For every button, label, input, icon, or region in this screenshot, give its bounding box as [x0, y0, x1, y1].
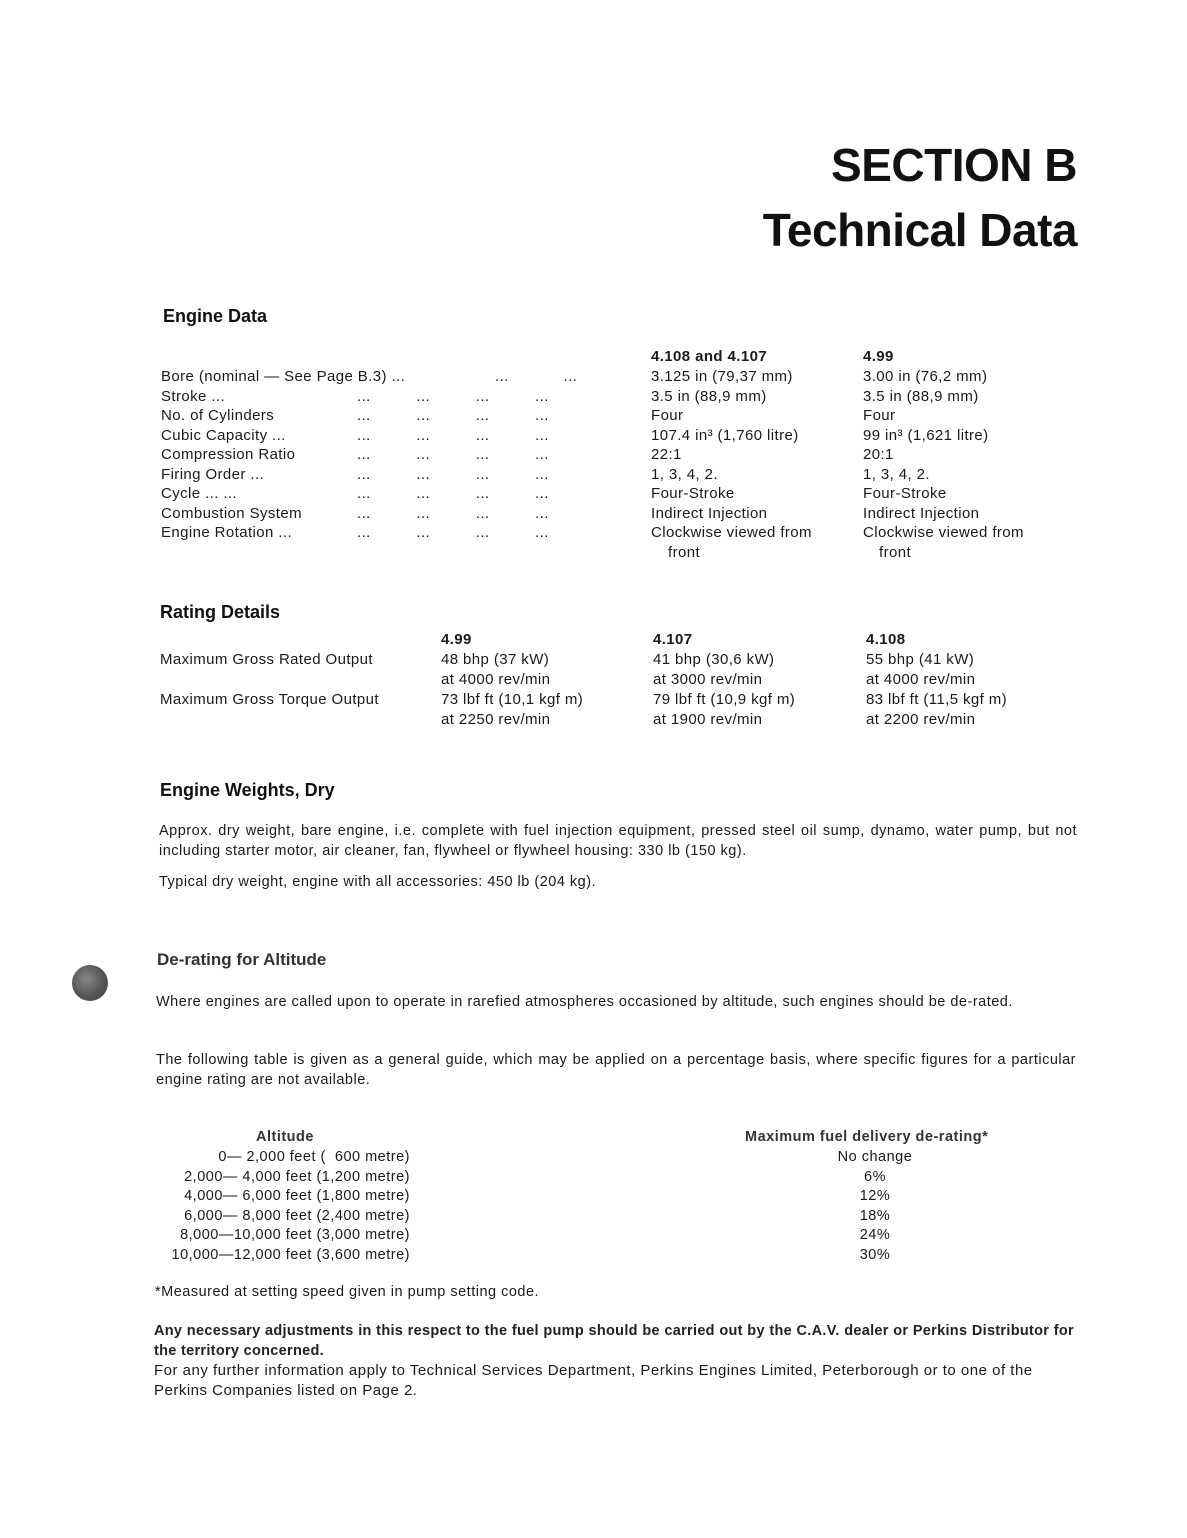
derating-para-1: Where engines are called upon to operate in rarefied atmospheres occasioned by altitude, such engines should be de-rated. — [156, 994, 1013, 1010]
engine-row-leader-dots: ... ... ... ... — [357, 387, 549, 405]
engine-row-leader-dots: ... ... — [495, 368, 578, 385]
torque-output-4108-value: 83 lbf ft (11,5 kgf m) — [866, 691, 1008, 708]
bold-note: Any necessary adjustments in this respect to the fuel pump should be carried out by the C.A.V. dealer or Perkins Distributor for the territory concerned. — [154, 1323, 1074, 1359]
footnote: *Measured at setting speed given in pump setting code. — [155, 1284, 540, 1300]
engine-row-value-4108-4107: 3.125 in (79,37 mm) — [651, 368, 793, 385]
altitude-range: 10,000—12,000 feet (3,600 metre) — [171, 1246, 410, 1263]
fuel-derating-value: No change — [837, 1149, 913, 1165]
torque-output-4107-value: 79 lbf ft (10,9 kgf m) — [653, 691, 796, 708]
engine-row-label: Compression Ratio — [161, 446, 296, 463]
derating-heading: De-rating for Altitude — [157, 950, 327, 969]
altitude-range: 8,000—10,000 feet (3,000 metre) — [180, 1227, 410, 1243]
final-note: For any further information apply to Technical Services Department, Perkins Engines Limited, Peterborough or to one of the Perkins Companies listed on Page 2. — [154, 1362, 1033, 1399]
rated-output-4107-value: 41 bhp (30,6 kW) — [653, 651, 775, 668]
fuel-derating-value: 24% — [859, 1227, 891, 1243]
engine-row-label: Cycle ... ... — [161, 485, 238, 502]
col-header-499: 4.99 — [863, 348, 894, 365]
engine-row-value-499: Indirect Injection — [863, 504, 980, 522]
margin-dot-marker — [72, 965, 108, 1001]
rated-output-4108-speed: at 4000 rev/min — [866, 670, 976, 688]
engine-row-value-4108-4107: Clockwise viewed from — [651, 524, 812, 541]
fuel-derating-value: 12% — [859, 1188, 891, 1204]
altitude-range: 6,000— 8,000 feet (2,400 metre) — [184, 1207, 410, 1224]
engine-row-label: Engine Rotation ... — [161, 524, 293, 541]
engine-row-value-4108-4107: 22:1 — [651, 446, 682, 463]
engine-row-value-499: 1, 3, 4, 2. — [863, 465, 930, 483]
page-title: Technical Data — [762, 204, 1077, 256]
rated-output-499 — [441, 650, 550, 689]
engine-row-value-4108-4107: Indirect Injection — [651, 504, 768, 522]
engine-row-leader-dots: ... ... ... ... — [357, 485, 549, 502]
engine-row-value-4108-4107: 1, 3, 4, 2. — [651, 465, 718, 483]
torque-output-499-speed: at 2250 rev/min — [441, 710, 551, 728]
weights-para-1: Approx. dry weight, bare engine, i.e. complete with fuel injection equipment, pressed steel oil sump, dynamo, water pump, but not including starter motor, air cleaner, fan, flywheel or flywheel housing: 330 lb (150 kg). — [159, 823, 1077, 859]
rotation-cont-1: front — [668, 544, 701, 561]
rated-output-499-value: 48 bhp (37 kW) — [441, 651, 550, 668]
torque-output-label: Maximum Gross Torque Output — [160, 691, 379, 708]
fuel-derating-value: 30% — [859, 1246, 891, 1263]
engine-row-leader-dots: ... ... ... ... — [357, 407, 549, 424]
torque-output-4108-speed: at 2200 rev/min — [866, 710, 976, 728]
engine-row-value-499: Four-Stroke — [863, 485, 947, 502]
engine-row-leader-dots: ... ... ... ... — [357, 504, 549, 522]
weights-para-2: Typical dry weight, engine with all accessories: 450 lb (204 kg). — [159, 874, 597, 890]
engine-row-value-4108-4107: 3.5 in (88,9 mm) — [651, 387, 767, 405]
torque-output-499 — [441, 690, 583, 729]
altitude-range: 2,000— 4,000 feet (1,200 metre) — [184, 1168, 410, 1185]
engine-row-leader-dots: ... ... ... ... — [357, 524, 549, 541]
engine-row-value-4108-4107: 107.4 in³ (1,760 litre) — [651, 426, 799, 444]
torque-output-4107 — [653, 690, 795, 729]
engine-row-value-499: 20:1 — [863, 446, 894, 463]
engine-row-label: Firing Order ... — [161, 465, 265, 483]
rotation-cont-2: front — [879, 544, 912, 561]
rated-output-4107 — [653, 650, 774, 689]
rating-col-4108: 4.108 — [866, 631, 906, 648]
engine-row-value-499: Clockwise viewed from — [863, 524, 1024, 541]
engine-row-value-499: 99 in³ (1,621 litre) — [863, 426, 989, 444]
fuel-column-header: Maximum fuel delivery de-rating* — [745, 1129, 989, 1145]
col-header-4108-4107: 4.108 and 4.107 — [651, 348, 768, 365]
engine-row-value-499: 3.00 in (76,2 mm) — [863, 368, 988, 385]
rating-col-4107: 4.107 — [653, 631, 693, 648]
engine-row-leader-dots: ... ... ... ... — [357, 426, 549, 444]
altitude-range: 0— 2,000 feet ( 600 metre) — [218, 1149, 410, 1165]
engine-row-label: No. of Cylinders — [161, 407, 275, 424]
engine-row-label: Stroke ... — [161, 387, 226, 405]
engine-row-label: Combustion System — [161, 504, 303, 522]
weights-heading: Engine Weights, Dry — [160, 780, 335, 800]
rated-output-label: Maximum Gross Rated Output — [160, 651, 373, 668]
engine-row-label: Bore (nominal — See Page B.3) ... — [161, 368, 406, 385]
engine-row-value-4108-4107: Four — [651, 407, 684, 424]
rating-heading: Rating Details — [160, 602, 281, 622]
rated-output-4108 — [866, 650, 975, 689]
torque-output-4108 — [866, 690, 1007, 729]
engine-row-leader-dots: ... ... ... ... — [357, 446, 549, 463]
fuel-derating-value: 6% — [864, 1168, 886, 1185]
engine-row-value-4108-4107: Four-Stroke — [651, 485, 735, 502]
derating-para-2: The following table is given as a general guide, which may be applied on a percentage basis, where specific figures for a particular engine rating are not available. — [156, 1052, 1076, 1088]
section-title: SECTION B — [831, 139, 1077, 191]
altitude-range: 4,000— 6,000 feet (1,800 metre) — [184, 1188, 410, 1204]
altitude-column-header: Altitude — [256, 1129, 314, 1145]
fuel-derating-value: 18% — [859, 1207, 891, 1224]
rated-output-4107-speed: at 3000 rev/min — [653, 670, 763, 688]
engine-row-label: Cubic Capacity ... — [161, 426, 286, 444]
engine-row-value-499: 3.5 in (88,9 mm) — [863, 387, 979, 405]
rating-col-499: 4.99 — [441, 631, 472, 648]
torque-output-499-value: 73 lbf ft (10,1 kgf m) — [441, 691, 584, 708]
torque-output-4107-speed: at 1900 rev/min — [653, 710, 763, 728]
rated-output-499-speed: at 4000 rev/min — [441, 670, 551, 688]
engine-data-heading: Engine Data — [163, 306, 268, 326]
engine-row-leader-dots: ... ... ... ... — [357, 465, 549, 483]
engine-row-value-499: Four — [863, 407, 896, 424]
rated-output-4108-value: 55 bhp (41 kW) — [866, 651, 975, 668]
